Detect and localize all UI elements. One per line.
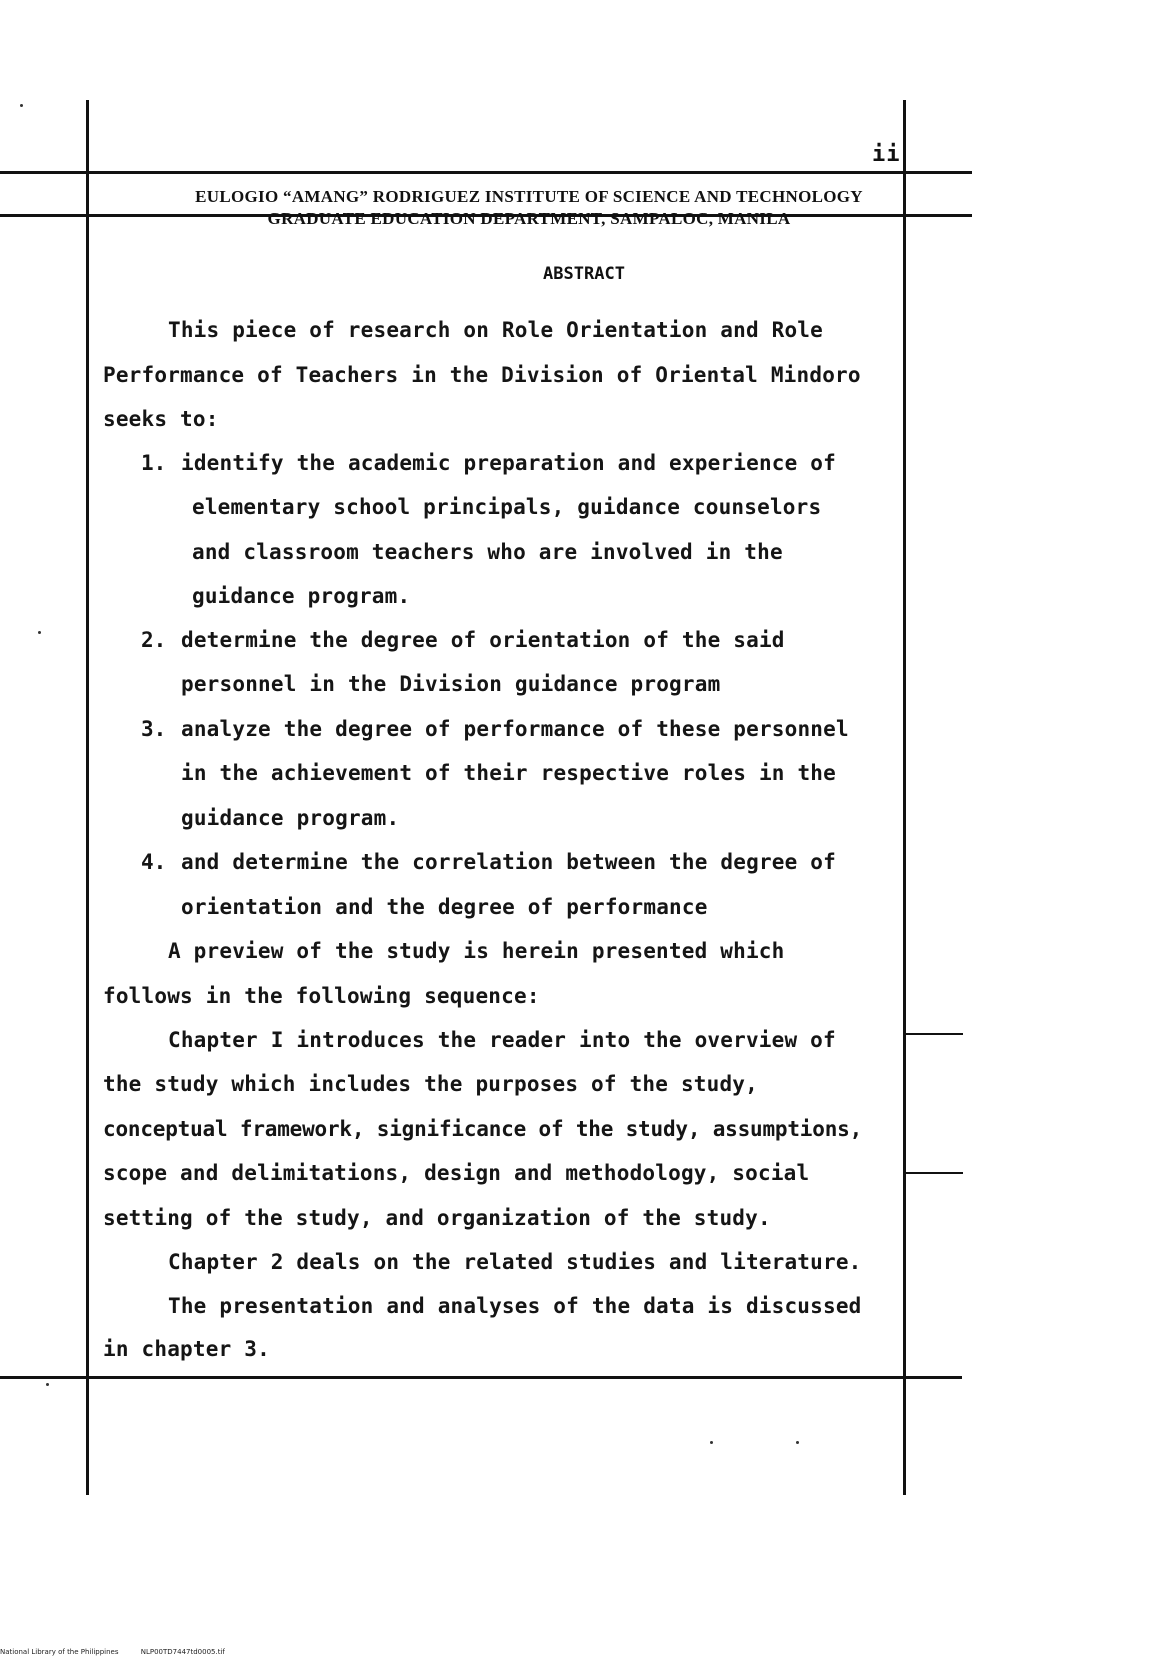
margin-tick-1 <box>905 1033 963 1035</box>
chapter2-line: Chapter 2 deals on the related studies and literature. <box>168 1250 862 1274</box>
chapter1-line: the study which includes the purposes of the study, <box>103 1072 758 1096</box>
abstract-title: ABSTRACT <box>543 264 625 284</box>
preview-line: A preview of the study is herein presented which <box>168 939 785 963</box>
institution-header <box>98 186 960 230</box>
right-margin-rule <box>903 100 906 1495</box>
item-number: 4. <box>141 850 167 874</box>
chapter1-line: Chapter I introduces the reader into the overview of <box>168 1028 836 1052</box>
scan-speck <box>710 1441 713 1444</box>
item-line: personnel in the Division guidance program <box>181 672 721 696</box>
header-line-2: GRADUATE EDUCATION DEPARTMENT, SAMPALOC, MANILA <box>267 209 791 228</box>
item-line: and determine the correlation between the degree of <box>181 850 836 874</box>
preview-line: follows in the following sequence: <box>103 984 540 1008</box>
intro-line: Performance of Teachers in the Division of Oriental Mindoro <box>103 363 861 387</box>
left-margin-rule <box>86 100 89 1495</box>
scan-footer <box>0 1648 245 1656</box>
item-line: determine the degree of orientation of the said <box>181 628 785 652</box>
chapter3-line: in chapter 3. <box>103 1337 270 1361</box>
item-number: 2. <box>141 628 167 652</box>
footer-file: NLP00TD7447td0005.tif <box>140 1648 225 1656</box>
header-line-1: EULOGIO “AMANG” RODRIGUEZ INSTITUTE OF SCIENCE AND TECHNOLOGY <box>195 187 863 206</box>
intro-line: This piece of research on Role Orientation and Role <box>168 318 823 342</box>
scan-speck <box>796 1441 799 1444</box>
intro-line: seeks to: <box>103 407 219 431</box>
item-line: guidance program. <box>181 806 400 830</box>
item-line: identify the academic preparation and experience of <box>181 451 836 475</box>
chapter1-line: conceptual framework, significance of the study, assumptions, <box>103 1117 863 1141</box>
chapter1-line: setting of the study, and organization of the study. <box>103 1206 771 1230</box>
item-line: orientation and the degree of performance <box>181 895 708 919</box>
item-line: elementary school principals, guidance counselors <box>192 495 822 519</box>
bottom-rule <box>0 1376 962 1379</box>
page-number: ii <box>872 142 901 167</box>
scan-speck <box>46 1383 49 1386</box>
scan-speck <box>38 631 41 634</box>
item-number: 1. <box>141 451 167 475</box>
item-line: in the achievement of their respective roles in the <box>181 761 836 785</box>
item-line: analyze the degree of performance of these personnel <box>181 717 849 741</box>
footer-library: National Library of the Philippines <box>0 1648 119 1656</box>
chapter3-line: The presentation and analyses of the data is discussed <box>168 1294 862 1318</box>
scan-speck <box>20 104 23 107</box>
item-line: and classroom teachers who are involved in the <box>192 540 783 564</box>
margin-tick-2 <box>905 1172 963 1174</box>
chapter1-line: scope and delimitations, design and methodology, social <box>103 1161 810 1185</box>
item-number: 3. <box>141 717 167 741</box>
item-line: guidance program. <box>192 584 411 608</box>
header-top-rule <box>0 171 972 174</box>
